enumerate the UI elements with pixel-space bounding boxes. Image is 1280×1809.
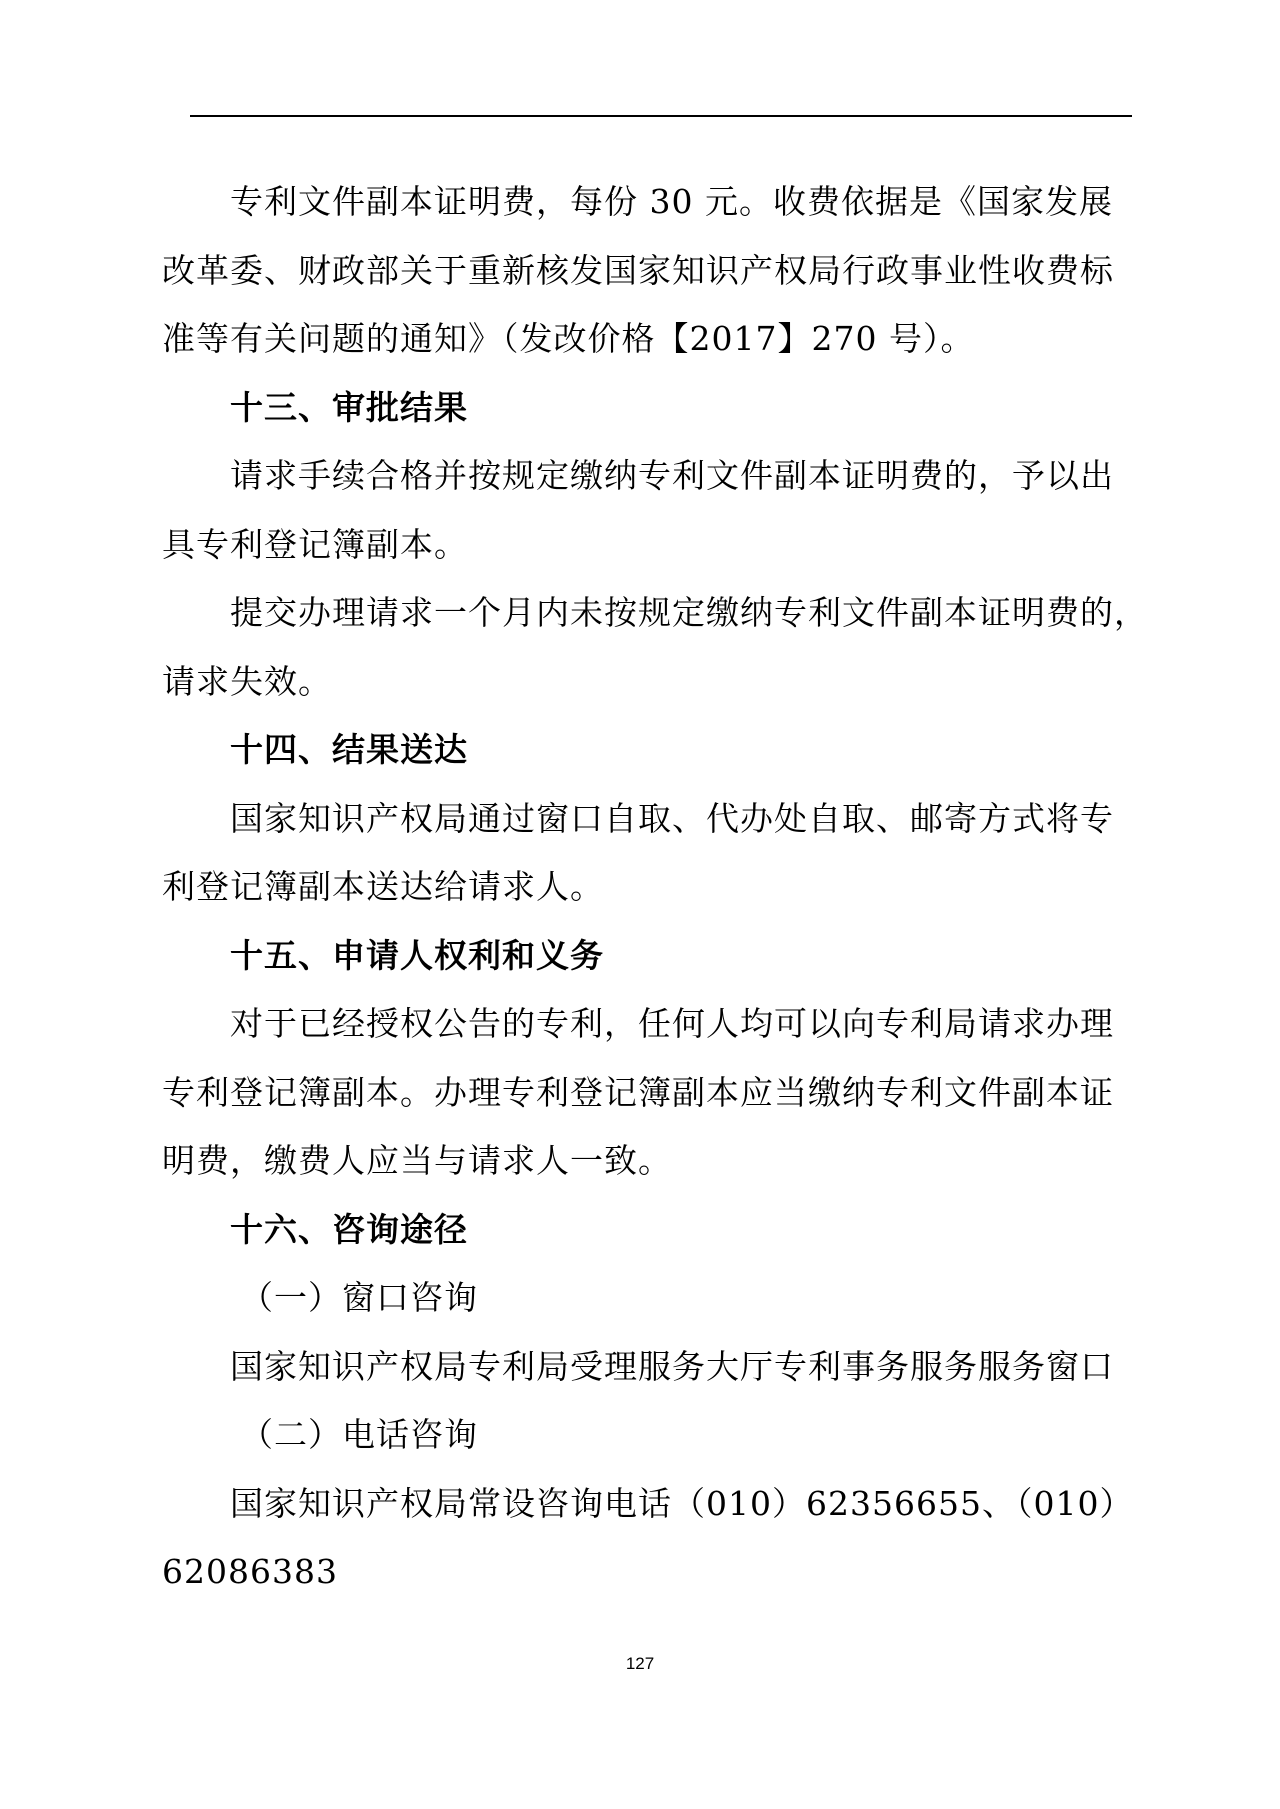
paragraph-line: 改革委、财政部关于重新核发国家知识产权局行政事业性收费标 [162,250,1114,290]
paragraph-line: 提交办理请求一个月内未按规定缴纳专利文件副本证明费的， [230,593,1148,632]
paragraph-line: 国家知识产权局常设咨询电话（010）62356655、（010） [230,1483,1134,1523]
paragraph-line: 具专利登记簿副本。 [162,524,468,564]
section-heading-15: 十五、申请人权利和义务 [230,935,604,975]
paragraph-line: 国家知识产权局专利局受理服务大厅专利事务服务服务窗口 [230,1346,1114,1386]
paragraph-line: 国家知识产权局通过窗口自取、代办处自取、邮寄方式将专 [230,798,1114,838]
paragraph-line: 专利登记簿副本。办理专利登记簿副本应当缴纳专利文件副本证 [162,1072,1114,1112]
document-body [162,168,1148,1607]
paragraph-line: 利登记簿副本送达给请求人。 [162,867,604,906]
section-heading-14: 十四、结果送达 [230,730,468,769]
paragraph-line: 明费，缴费人应当与请求人一致。 [162,1141,672,1180]
subsection-heading-phone: （二）电话咨询 [240,1415,478,1454]
subsection-heading-window: （一）窗口咨询 [240,1278,478,1317]
paragraph-line: 请求失效。 [162,661,332,701]
paragraph-line: 准等有关问题的通知》（发改价格【2017】270 号）。 [162,319,975,358]
paragraph-line: 专利文件副本证明费，每份 30 元。收费依据是《国家发展 [230,182,1113,221]
paragraph-line: 请求手续合格并按规定缴纳专利文件副本证明费的，予以出 [230,456,1114,495]
section-heading-16: 十六、咨询途径 [230,1209,468,1249]
page-number: 127 [625,1654,655,1673]
header-rule [190,115,1132,117]
paragraph-line: 62086383 [162,1552,338,1591]
paragraph-line: 对于已经授权公告的专利，任何人均可以向专利局请求办理 [230,1004,1114,1043]
section-heading-13: 十三、审批结果 [230,387,468,427]
